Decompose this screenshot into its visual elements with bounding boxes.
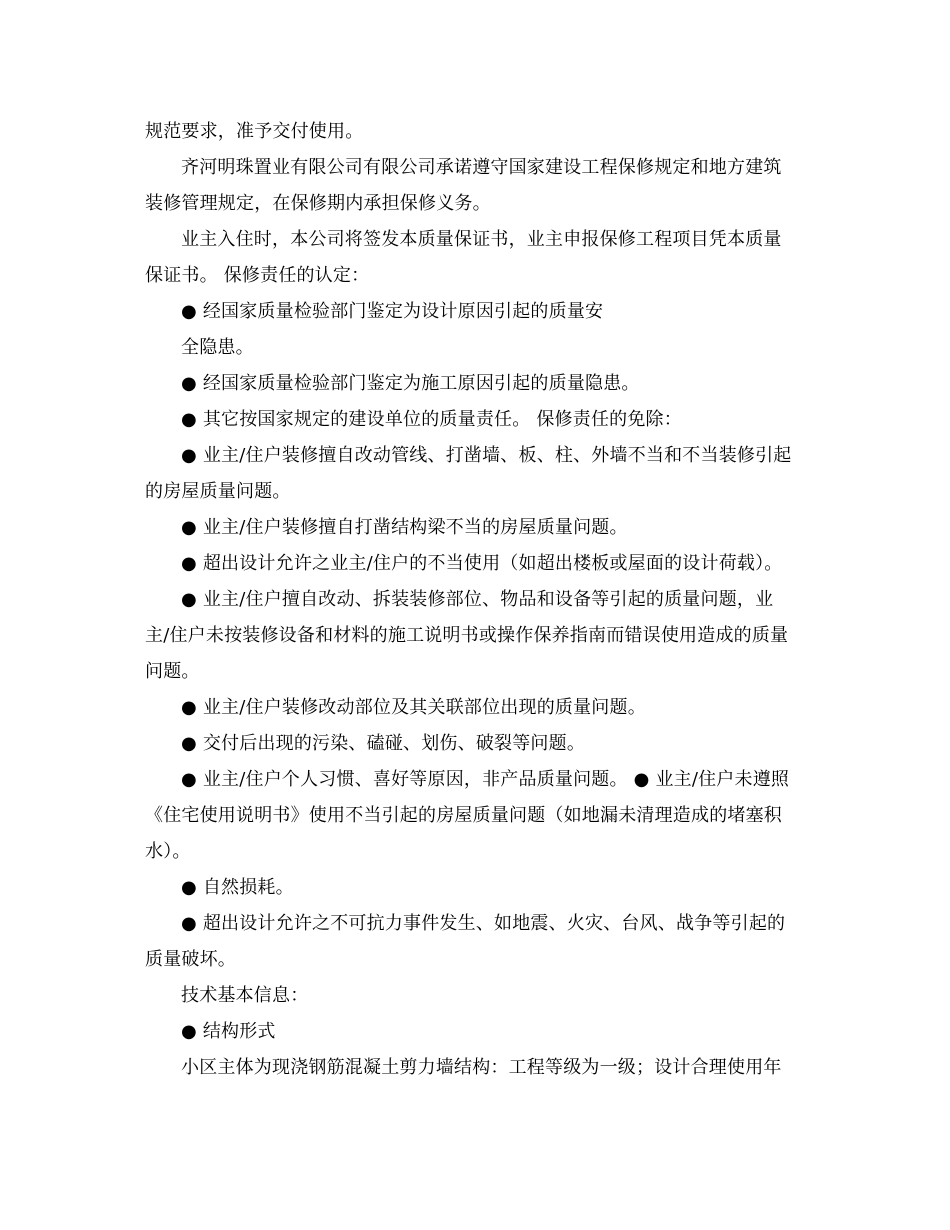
text-line: ● 业主/住户装修改动部位及其关联部位出现的质量问题。 bbox=[181, 697, 646, 718]
text-line: ● 业主/住户个人习惯、喜好等原因，非产品质量问题。 ● 业主/住户未遵照 bbox=[181, 769, 790, 790]
text-line: ● 交付后出现的污染、磕碰、划伤、破裂等问题。 bbox=[181, 733, 586, 754]
text-line: 全隐患。 bbox=[181, 337, 254, 358]
document-body bbox=[145, 114, 807, 1086]
text-line: 齐河明珠置业有限公司有限公司承诺遵守国家建设工程保修规定和地方建筑 bbox=[181, 157, 782, 178]
text-line: 装修管理规定，在保修期内承担保修义务。 bbox=[145, 193, 491, 214]
text-line: 的房屋质量问题。 bbox=[145, 481, 291, 502]
text-line: 水）。 bbox=[145, 841, 191, 862]
text-line: ● 经国家质量检验部门鉴定为设计原因引起的质量安 bbox=[181, 301, 604, 322]
text-line: ● 超出设计允许之不可抗力事件发生、如地震、火灾、台风、战争等引起的 bbox=[181, 913, 786, 934]
text-line: 《住宅使用说明书》使用不当引起的房屋质量问题（如地漏未清理造成的堵塞积 bbox=[145, 805, 782, 826]
text-line: ● 业主/住户装修擅自改动管线、打凿墙、板、柱、外墙不当和不当装修引起 bbox=[181, 445, 792, 466]
text-line: 保证书。 保修责任的认定： bbox=[145, 265, 370, 286]
text-line: 业主入住时，本公司将签发本质量保证书，业主申报保修工程项目凭本质量 bbox=[181, 229, 782, 250]
text-line: 问题。 bbox=[145, 661, 200, 682]
text-line: 技术基本信息： bbox=[181, 985, 309, 1006]
text-line: ● 结构形式 bbox=[181, 1021, 276, 1042]
text-line: 质量破坏。 bbox=[145, 949, 236, 970]
text-line: ● 其它按国家规定的建设单位的质量责任。 保修责任的免除： bbox=[181, 409, 682, 430]
text-line: 主/住户未按装修设备和材料的施工说明书或操作保养指南而错误使用造成的质量 bbox=[145, 625, 789, 646]
text-line: ● 超出设计允许之业主/住户的不当使用（如超出楼板或屋面的设计荷载）。 bbox=[181, 553, 783, 574]
text-line: 小区主体为现浇钢筋混凝土剪力墙结构：工程等级为一级；设计合理使用年 bbox=[181, 1057, 782, 1078]
text-line: ● 业主/住户装修擅自打凿结构梁不当的房屋质量问题。 bbox=[181, 517, 628, 538]
text-line: 规范要求，准予交付使用。 bbox=[145, 121, 364, 142]
text-line: ● 业主/住户擅自改动、拆装装修部位、物品和设备等引起的质量问题，业 bbox=[181, 589, 774, 610]
text-line: ● 经国家质量检验部门鉴定为施工原因引起的质量隐患。 bbox=[181, 373, 640, 394]
text-line: ● 自然损耗。 bbox=[181, 877, 294, 898]
